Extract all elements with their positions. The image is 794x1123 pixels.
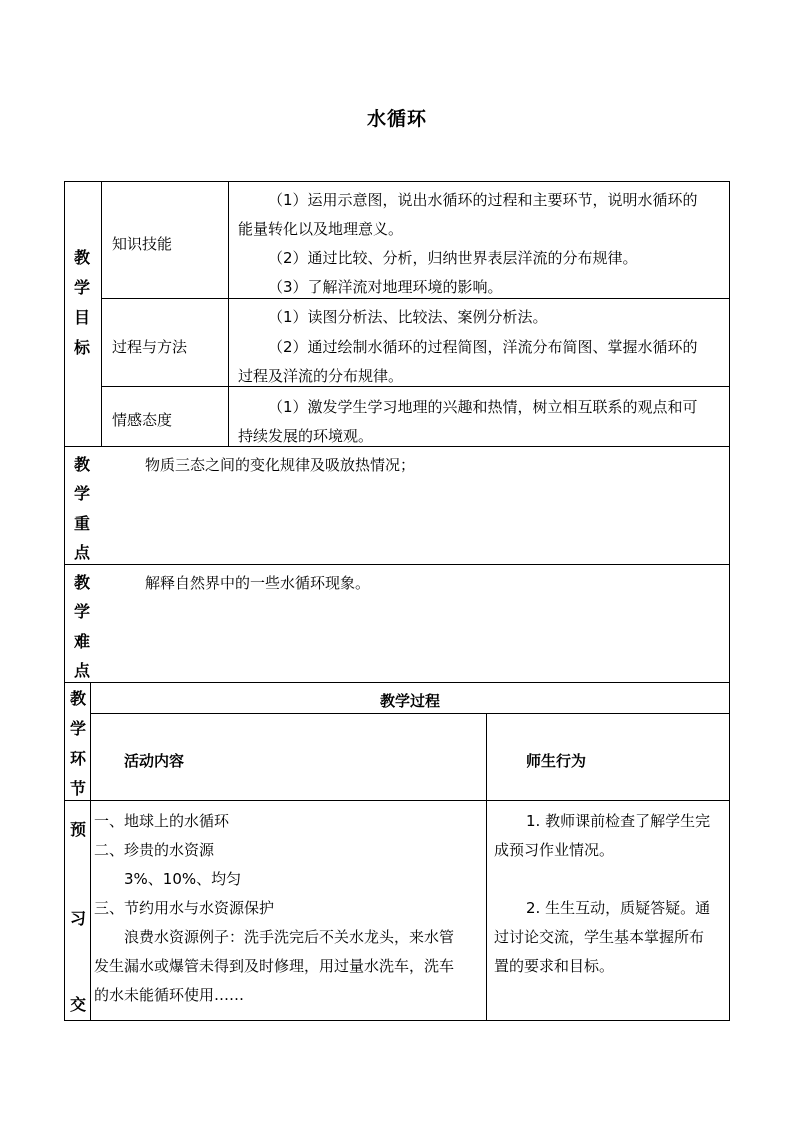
process-line: （2）通过绘制水循环的过程简图，洋流分布简图、掌握水循环的 bbox=[268, 338, 698, 356]
label-char: 点 bbox=[73, 661, 90, 680]
label-char: 节 bbox=[69, 779, 86, 798]
process-line: （1）读图分析法、比较法、案例分析法。 bbox=[268, 308, 548, 326]
activity-line: 3%、10%、均匀 bbox=[124, 870, 242, 888]
behavior-line: 过讨论交流，学生基本掌握所布 bbox=[494, 928, 705, 946]
label-char: 学 bbox=[73, 278, 90, 297]
label-char: 标 bbox=[73, 338, 90, 357]
activity-line: 发生漏水或爆管未得到及时修理，用过量水洗车，洗车 bbox=[94, 957, 455, 975]
behavior-line: 置的要求和目标。 bbox=[494, 957, 615, 975]
process-header: 教学过程 bbox=[379, 692, 440, 710]
label-char: 环 bbox=[69, 749, 86, 768]
key-points-text: 物质三态之间的变化规律及吸放热情况； bbox=[145, 456, 416, 474]
label-char: 教 bbox=[73, 573, 90, 592]
attitude-line: （1）激发学生学习地理的兴趣和热情，树立相互联系的观点和可 bbox=[268, 398, 698, 416]
behavior-line: 1. 教师课前检查了解学生完 bbox=[526, 812, 711, 830]
knowledge-label: 知识技能 bbox=[112, 235, 173, 253]
process-label: 过程与方法 bbox=[112, 338, 188, 356]
attitude-label: 情感态度 bbox=[112, 411, 173, 429]
knowledge-line: （3）了解洋流对地理环境的影响。 bbox=[268, 278, 503, 296]
page-title: 水循环 bbox=[366, 108, 427, 130]
activity-column-header: 活动内容 bbox=[124, 752, 185, 770]
label-char: 学 bbox=[69, 719, 86, 738]
behavior-line: 成预习作业情况。 bbox=[494, 841, 615, 859]
behavior-column-header: 师生行为 bbox=[526, 752, 587, 770]
activity-line: 一、地球上的水循环 bbox=[94, 812, 230, 830]
label-char: 目 bbox=[73, 308, 90, 327]
label-char: 学 bbox=[73, 484, 90, 503]
behavior-line: 2. 生生互动，质疑答疑。通 bbox=[526, 899, 711, 917]
knowledge-line: （1）运用示意图，说出水循环的过程和主要环节，说明水循环的 bbox=[268, 191, 698, 209]
label-char: 重 bbox=[73, 514, 90, 533]
difficulties-text: 解释自然界中的一些水循环现象。 bbox=[145, 574, 371, 592]
activity-line: 二、珍贵的水资源 bbox=[94, 841, 215, 859]
label-char: 预 bbox=[69, 820, 86, 839]
process-line: 过程及洋流的分布规律。 bbox=[238, 367, 404, 385]
label-char: 教 bbox=[73, 248, 90, 267]
label-char: 习 bbox=[69, 909, 86, 928]
knowledge-line: （2）通过比较、分析，归纳世界表层洋流的分布规律。 bbox=[268, 249, 638, 267]
knowledge-line: 能量转化以及地理意义。 bbox=[238, 220, 404, 238]
label-char: 点 bbox=[73, 543, 90, 562]
attitude-line: 持续发展的环境观。 bbox=[238, 427, 374, 445]
label-char: 难 bbox=[73, 632, 90, 651]
activity-line: 三、节约用水与水资源保护 bbox=[94, 899, 275, 917]
label-char: 教 bbox=[73, 455, 90, 474]
activity-line: 的水未能循环使用…… bbox=[94, 986, 245, 1004]
activity-line: 浪费水资源例子：洗手洗完后不关水龙头，来水管 bbox=[124, 928, 455, 946]
label-char: 学 bbox=[73, 602, 90, 621]
label-char: 交 bbox=[69, 995, 86, 1014]
label-char: 教 bbox=[69, 689, 86, 708]
